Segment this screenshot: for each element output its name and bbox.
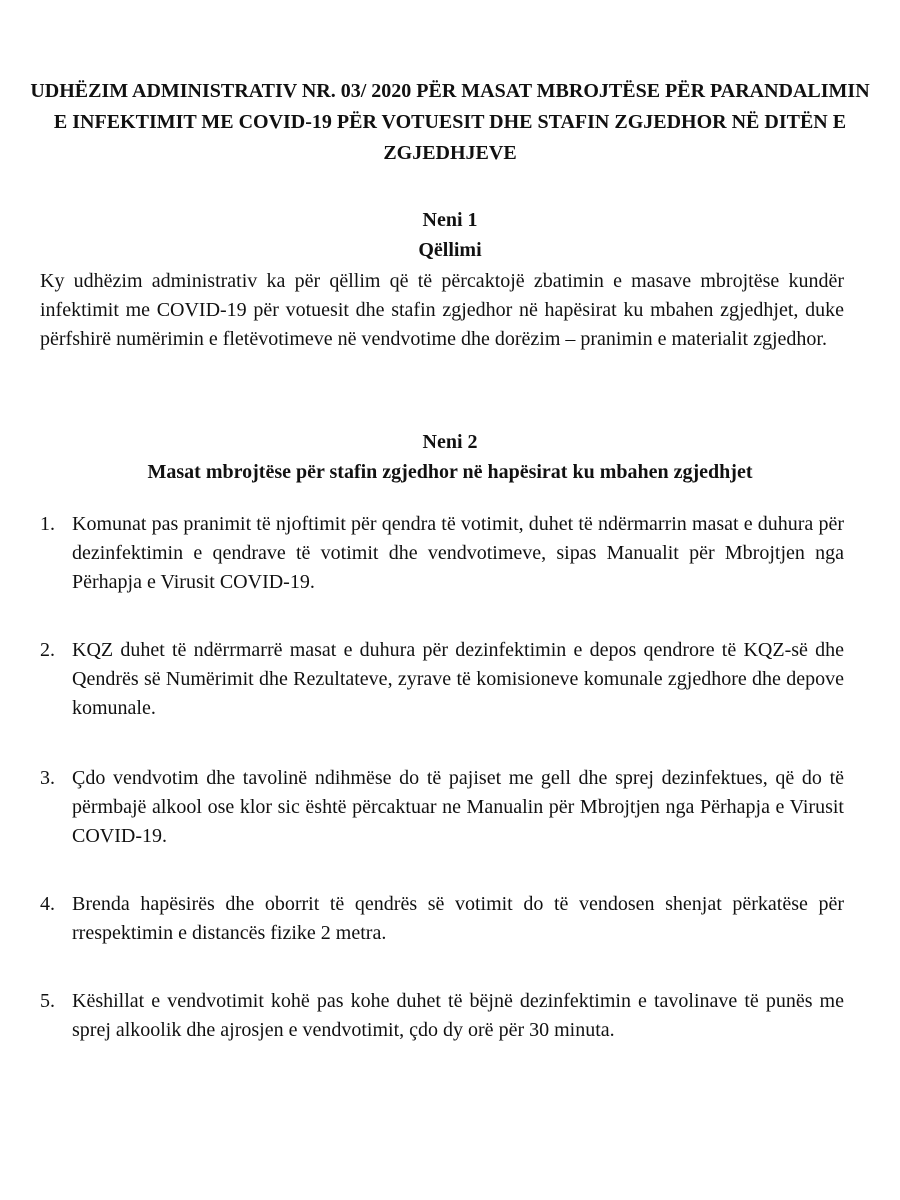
article-1-number: Neni 1 — [422, 209, 478, 231]
list-item-number: 5. — [40, 990, 55, 1012]
article-1-heading — [30, 205, 870, 265]
article-1-title: Qëllimi — [418, 239, 482, 261]
list-item-text: Çdo vendvotim dhe tavolinë ndihmëse do të pajiset me gell dhe sprej dezinfektues, që do të përmbajë alkool ose klor sic është përcaktuar ne Manualin për Mbrojtjen nga Përhapja e Virusit COVID-19. — [72, 767, 844, 847]
list-item-number: 3. — [40, 767, 55, 789]
article-2-title: Masat mbrojtëse për stafin zgjedhor në hapësirat ku mbahen zgjedhjet — [147, 461, 753, 483]
list-item — [40, 510, 844, 597]
list-item-text: Komunat pas pranimit të njoftimit për qendra të votimit, duhet të ndërmarrin masat e duhura për dezinfektimin e qendrave të votimit dhe vendvotimeve, sipas Manualit për Mbrojtjen nga Përhapja e Virusit COVID-19. — [72, 513, 844, 593]
list-item-text: Brenda hapësirës dhe oborrit të qendrës së votimit do të vendosen shenjat përkatëse për rrespektimin e distancës fizike 2 metra. — [72, 893, 844, 944]
article-1-body: Ky udhëzim administrativ ka për qëllim që të përcaktojë zbatimin e masave mbrojtëse kundër infektimit me COVID-19 për votuesit dhe stafin zgjedhor në hapësirat ku mbahen zgjedhjet, duke përfshirë numërimin e fletëvotimeve në vendvotime dhe dorëzim – pranimin e materialit zgjedhor. — [40, 270, 844, 350]
list-item-number: 1. — [40, 513, 55, 535]
list-item — [40, 764, 844, 851]
list-item-text: Këshillat e vendvotimit kohë pas kohe duhet të bëjnë dezinfektimin e tavolinave të punës me sprej alkoolik dhe ajrosjen e vendvotimit, çdo dy orë për 30 minuta. — [72, 990, 844, 1041]
list-item-text: KQZ duhet të ndërrmarrë masat e duhura për dezinfektimin e depos qendrore të KQZ-së dhe Qendrës së Numërimit dhe Rezultateve, zyrave të komisioneve komunale zgjedhore dhe depove komunale. — [72, 639, 844, 719]
document-title: UDHËZIM ADMINISTRATIV NR. 03/ 2020 PËR MASAT MBROJTËSE PËR PARANDALIMIN E INFEKTIMIT ME COVID-19 PËR VOTUESIT DHE STAFIN ZGJEDHOR NË DITËN E ZGJEDHJEVE — [30, 80, 870, 164]
list-item — [40, 890, 844, 948]
list-item — [40, 636, 844, 723]
list-item-number: 2. — [40, 639, 55, 661]
list-item-number: 4. — [40, 893, 55, 915]
article-2-heading — [30, 427, 870, 487]
list-item — [40, 987, 844, 1045]
article-2-number: Neni 2 — [422, 431, 478, 453]
